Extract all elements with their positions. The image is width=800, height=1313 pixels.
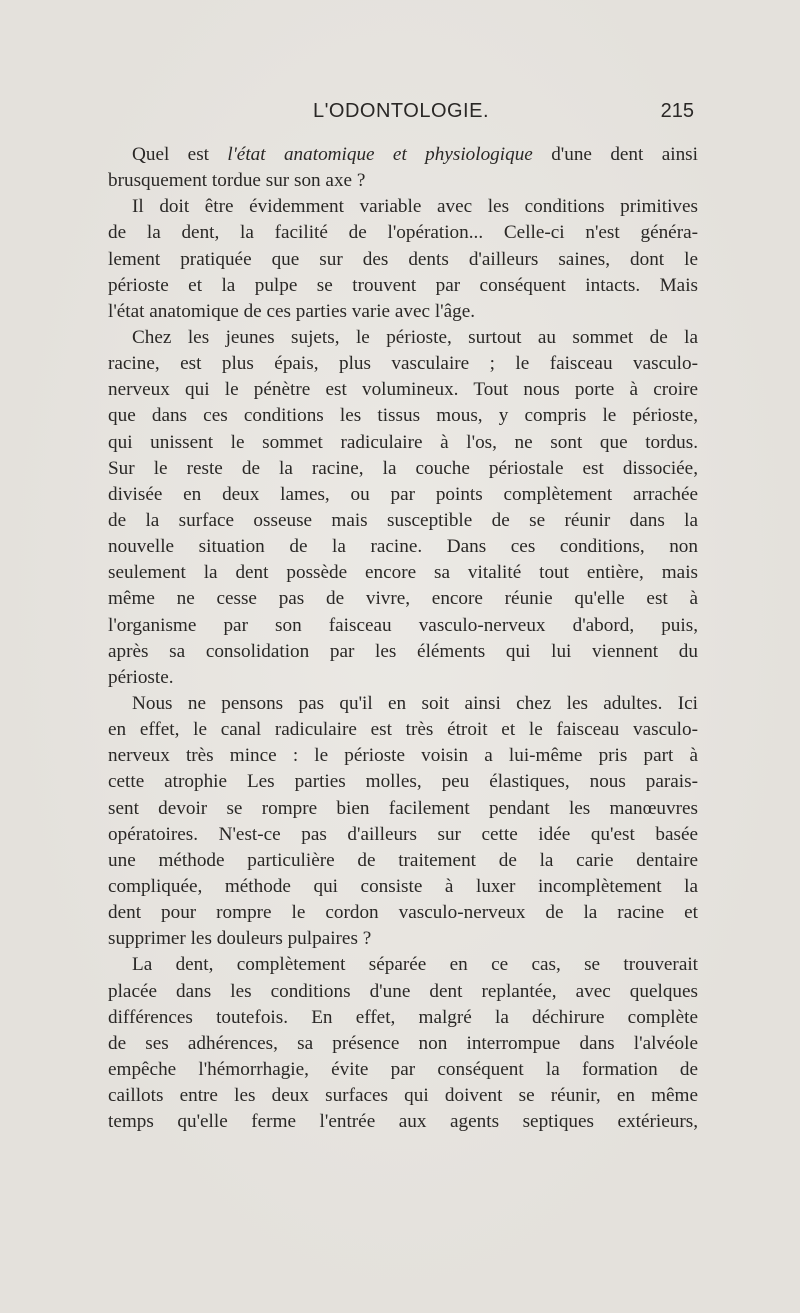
text-line: opératoires. N'est-ce pas d'ailleurs sur cette idée qu'est basée [108,823,698,845]
text-line: Nous ne pensons pas qu'il en soit ainsi chez les adultes. Ici [132,692,698,714]
text-line: empêche l'hémorrhagie, évite par conséquent la formation de [108,1058,698,1080]
text-line: une méthode particulière de traitement de la carie dentaire [108,849,698,871]
text-line: nouvelle situation de la racine. Dans ces conditions, non [108,536,698,558]
text-line: racine, est plus épais, plus vasculaire ; le faisceau vasculo- [108,353,698,375]
body-text [108,142,698,1135]
text-line: nerveux qui le pénètre est volumineux. Tout nous porte à croire [108,379,698,401]
running-title: L'ODONTOLOGIE. [312,100,490,122]
text-line: de la surface osseuse mais susceptible de se réunir dans la [108,509,698,531]
text-line: temps qu'elle ferme l'entrée aux agents septiques extérieurs, [108,1111,698,1133]
page-header [108,100,694,128]
text-line: Il doit être évidemment variable avec les conditions primitives [132,196,698,218]
text-line: nerveux très mince : le périoste voisin a lui-même pris part à [108,745,698,767]
text-line: l'état anatomique de ces parties varie avec l'âge. [108,300,476,322]
text-line: sent devoir se rompre bien facilement pendant les manœuvres [108,797,698,819]
text-line: Chez les jeunes sujets, le périoste, surtout au sommet de la [132,326,698,348]
text-line: de la dent, la facilité de l'opération... Celle-ci n'est généra- [108,222,698,244]
text-line: compliquée, méthode qui consiste à luxer incomplètement la [108,875,698,897]
text-line: placée dans les conditions d'une dent replantée, avec quelques [108,980,698,1002]
text-line: lement pratiquée que sur des dents d'ailleurs saines, dont le [108,248,698,270]
text-line: en effet, le canal radiculaire est très étroit et le faisceau vasculo- [108,719,698,741]
page-number: 215 [660,100,694,122]
text-line: Quel est l'état anatomique et physiologique d'une dent ainsi [132,144,698,165]
text-line: l'organisme par son faisceau vasculo-nerveux d'abord, puis, [108,614,698,636]
text-line: seulement la dent possède encore sa vitalité tout entière, mais [108,562,698,584]
text-line: qui unissent le sommet radiculaire à l'os, ne sont que tordus. [108,431,698,453]
text-line: que dans ces conditions les tissus mous, y compris le périoste, [108,405,698,427]
text-line: périoste et la pulpe se trouvent par conséquent intacts. Mais [108,274,698,296]
text-line: La dent, complètement séparée en ce cas, se trouverait [132,954,698,976]
text-line: de ses adhérences, sa présence non interrompue dans l'alvéole [108,1032,698,1054]
text-line: même ne cesse pas de vivre, encore réunie qu'elle est à [108,588,698,610]
text-line: dent pour rompre le cordon vasculo-nerveux de la racine et [108,902,698,924]
text-line: brusquement tordue sur son axe ? [108,170,366,192]
text-line: divisée en deux lames, ou par points complètement arrachée [108,483,698,505]
text-line: cette atrophie Les parties molles, peu élastiques, nous parais- [108,771,698,793]
text-line: caillots entre les deux surfaces qui doivent se réunir, en même [108,1085,698,1107]
text-line: Sur le reste de la racine, la couche périostale est dissociée, [108,457,698,479]
text-line: différences toutefois. En effet, malgré la déchirure complète [108,1006,698,1028]
text-line: supprimer les douleurs pulpaires ? [108,928,372,950]
text-line: périoste. [108,666,174,688]
text-line: après sa consolidation par les éléments qui lui viennent du [108,640,698,662]
